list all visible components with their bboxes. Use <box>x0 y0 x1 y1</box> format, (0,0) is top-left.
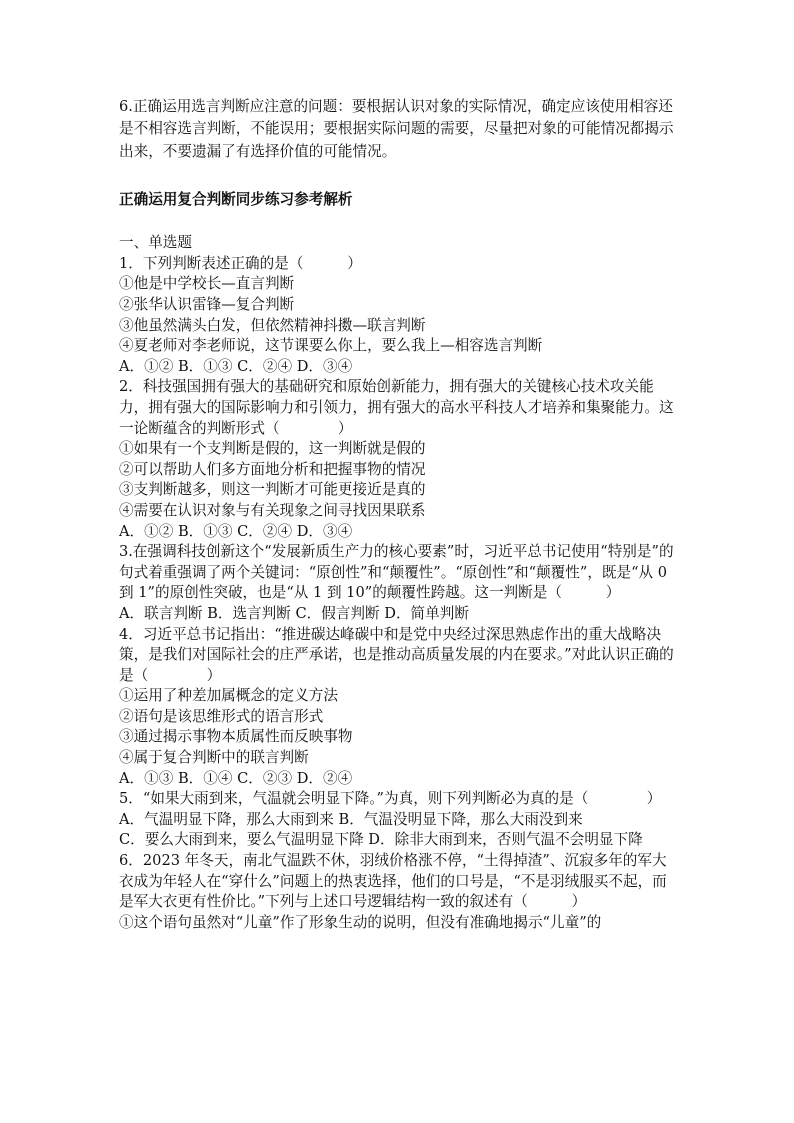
question-item: ①这个语句虽然对“儿童”作了形象生动的说明，但没有准确地揭示“儿童”的 <box>119 913 602 931</box>
question-item: ②语句是该思维形式的语言形式 <box>119 707 324 725</box>
question-6 <box>119 851 676 933</box>
question-stem: 2．科技强国拥有强大的基础研究和原始创新能力，拥有强大的关键核心技术攻关能力，拥有强大的国际影响力和引领力，拥有强大的高水平科技人才培养和集聚能力。这一论断蕴含的判断形式（ ） <box>119 378 674 437</box>
question-item: ③支判断越多，则这一判断才可能更接近是真的 <box>119 481 426 499</box>
question-item: ④需要在认识对象与有关现象之间寻找因果联系 <box>119 501 426 519</box>
question-3 <box>119 542 676 624</box>
question-item: ④属于复合判断中的联言判断 <box>119 749 309 767</box>
question-5 <box>119 789 676 851</box>
question-item: ③他虽然满头白发，但依然精神抖擞—联言判断 <box>119 316 426 334</box>
question-options: A．①③ B．①④ C．②③ D．②④ <box>119 769 353 787</box>
question-stem: 1．下列判断表述正确的是（ ） <box>119 254 362 272</box>
question-item: ①他是中学校长—直言判断 <box>119 275 295 293</box>
question-options: A．联言判断 B．选言判断 C．假言判断 D．简单判断 <box>119 604 469 622</box>
question-1 <box>119 254 676 378</box>
question-options: A．①② B．①③ C．②④ D．③④ <box>119 522 353 540</box>
question-option-line: C．要么大雨到来，要么气温明显下降 D．除非大雨到来，否则气温不会明显下降 <box>119 831 643 849</box>
question-item: ④夏老师对李老师说，这节课要么你上，要么我上—相容选言判断 <box>119 337 543 355</box>
document-body <box>119 96 676 933</box>
question-stem: 3.在强调科技创新这个“发展新质生产力的核心要素”时，习近平总书记使用“特别是”的句式着重强调了两个关键词：“原创性”和“颠覆性”。“原创性”和“颠覆性”，既是“从 0 到 1”的原创性突破，也是“从 1 到 10”的颠覆性跨越。这一判断是（ ） <box>119 543 674 602</box>
question-item: ②张华认识雷锋—复合判断 <box>119 296 295 313</box>
question-stem: 4．习近平总书记指出：“推进碳达峰碳中和是党中央经过深思熟虑作出的重大战略决策，是我们对国际社会的庄严承诺，也是推动高质量发展的内在要求。”对此认识正确的是（ ） <box>119 625 674 684</box>
question-stem: 6．2023 年冬天，南北气温跌不休，羽绒价格涨不停，“土得掉渣”、沉寂多年的军大衣成为年轻人在“穿什么”问题上的热衷选择，他们的口号是，“不是羽绒服买不起，而是军大衣更有性价比。”下列与上述口号逻辑结构一致的叙述有（ ） <box>119 852 667 911</box>
intro-paragraph: 6.正确运用选言判断应注意的问题：要根据认识对象的实际情况，确定应该使用相容还是不相容选言判断，不能误用；要根据实际问题的需要，尽量把对象的可能情况都揭示出来，不要遗漏了有选择价值的可能情况。 <box>119 98 674 160</box>
question-4 <box>119 625 676 790</box>
question-options: A．①② B．①③ C．②④ D．③④ <box>119 357 353 375</box>
question-item: ①运用了种差加属概念的定义方法 <box>119 687 338 705</box>
question-2 <box>119 377 676 542</box>
question-item: ①如果有一个支判断是假的，这一判断就是假的 <box>119 440 426 458</box>
question-stem: 5．“如果大雨到来，气温就会明显下降。”为真，则下列判断必为真的是（ ） <box>119 790 662 808</box>
question-item: ③通过揭示事物本质属性而反映事物 <box>119 728 353 746</box>
section-title: 一、单选题 <box>119 234 192 252</box>
question-option-line: A．气温明显下降，那么大雨到来 B．气温没明显下降，那么大雨没到来 <box>119 810 583 828</box>
answer-heading: 正确运用复合判断同步练习参考解析 <box>119 191 353 209</box>
question-item: ②可以帮助人们多方面地分析和把握事物的情况 <box>119 460 426 478</box>
